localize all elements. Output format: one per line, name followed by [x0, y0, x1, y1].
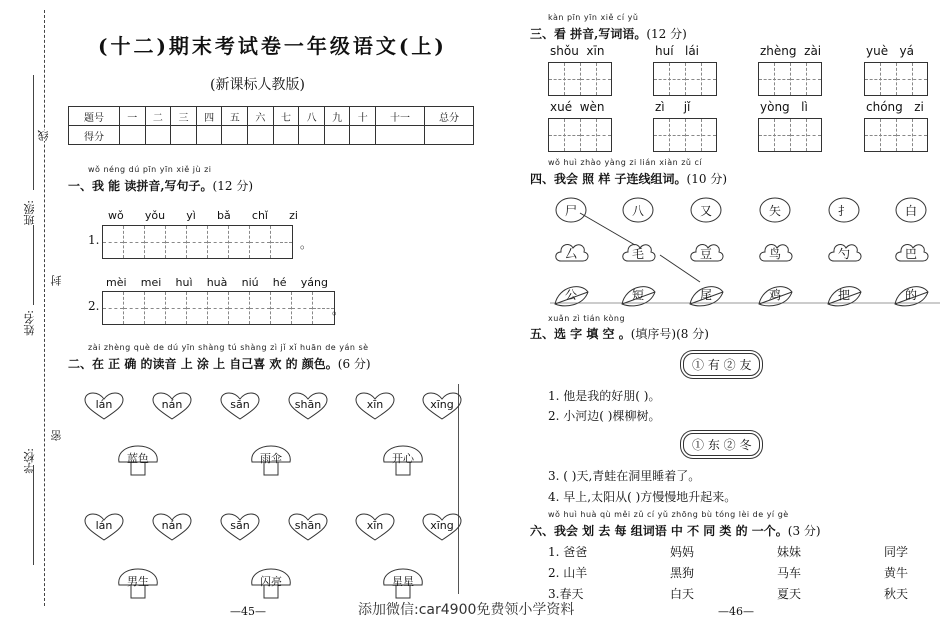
score-table [68, 106, 474, 145]
q2-pinyin: zài zhèng què de dú yīn shàng tú shàng zì jǐ xǐ huān de yán sè [88, 343, 369, 352]
score-row-label: 得分 [69, 126, 120, 145]
q3-title [530, 25, 687, 42]
pinyin-heart[interactable] [422, 392, 462, 420]
q3-title-text: 三、看 拼音,写词语。 [530, 27, 647, 41]
q1-points: (12 分) [212, 179, 253, 193]
pinyin-heart[interactable] [288, 392, 328, 420]
score-table-score-row [69, 126, 474, 145]
score-header-cell: 三 [171, 107, 197, 126]
name-blank-line [33, 225, 34, 305]
class-label: 班级: [23, 200, 36, 226]
q1-title [68, 177, 253, 194]
q4-char: 豆 [699, 247, 712, 261]
q4-char-cloud[interactable] [893, 239, 929, 267]
q1-l2-py: niú [241, 276, 259, 289]
q1-line1-end: 。 [300, 237, 313, 251]
score-header-cell: 题号 [69, 107, 120, 126]
q2-title-text: 二、在 正 确 的读音 上 涂 上 自己喜 欢 的 颜色。 [68, 357, 338, 371]
pinyin-heart[interactable] [220, 392, 260, 420]
q4-char: 八 [631, 204, 644, 218]
pinyin-heart[interactable] [152, 392, 192, 420]
score-header-cell: 总分 [425, 107, 474, 126]
q4-char: 的 [904, 288, 917, 302]
q4-char: 尾 [699, 288, 712, 302]
q4-char-cloud[interactable] [620, 239, 656, 267]
q3-pinyin-word: zhèng zài [760, 44, 822, 58]
q3-write-box[interactable] [864, 118, 928, 152]
q4-char-leaf[interactable] [757, 280, 793, 308]
q1-line1-num: 1. [88, 233, 100, 247]
q5-sentence-2: 2. 小河边( )棵柳树。 [548, 409, 661, 423]
q4-char: 又 [699, 204, 712, 218]
q4-char: 白 [904, 204, 917, 218]
pinyin-heart[interactable] [288, 513, 328, 541]
word-mushroom [380, 567, 426, 601]
q4-char: 公 [564, 288, 577, 302]
q4-title [530, 170, 727, 187]
q1-pinyin: wǒ néng dú pīn yīn xiě jù zi [88, 165, 212, 174]
word-mushroom [115, 444, 161, 478]
q6-word[interactable]: 2. 山羊 [548, 566, 588, 580]
q4-char-leaf[interactable] [893, 280, 929, 308]
name-label: 姓名: [23, 310, 36, 336]
q4-char-leaf[interactable] [688, 280, 724, 308]
q6-word[interactable]: 马车 [777, 566, 802, 580]
mushroom-word: 男生 [127, 575, 149, 588]
q4-char: 鸟 [768, 247, 781, 261]
q4-char-cloud[interactable] [553, 239, 589, 267]
q3-pinyin-word: yuè yá [866, 44, 914, 58]
q6-title-text: 六、我会 划 去 每 组词语 中 不 同 类 的 一个。 [530, 524, 788, 538]
q1-l1-py: chǐ [251, 209, 268, 222]
q4-char-cloud[interactable] [826, 239, 862, 267]
left-page-number: —45— [230, 605, 266, 618]
pinyin-heart[interactable] [84, 513, 124, 541]
q4-char-leaf[interactable] [620, 280, 656, 308]
heart-pinyin: shān [294, 398, 322, 411]
score-header-cell: 九 [324, 107, 350, 126]
score-header-cell: 七 [273, 107, 299, 126]
q4-char-circle[interactable] [757, 196, 793, 224]
q1-l1-py: yì [186, 209, 196, 222]
heart-pinyin: sān [230, 519, 250, 532]
q5-pinyin: xuǎn zì tián kòng [548, 314, 626, 323]
score-cell[interactable] [248, 126, 274, 145]
score-header-cell: 二 [145, 107, 171, 126]
q3-pinyin-word: yòng lì [760, 100, 808, 114]
word-mushroom [248, 444, 294, 478]
q4-char: 鸡 [768, 288, 781, 302]
q4-char-cloud[interactable] [757, 239, 793, 267]
q1-l2-py: yáng [300, 276, 328, 289]
q4-char: 尸 [564, 204, 577, 218]
score-header-cell: 四 [196, 107, 222, 126]
q6-word[interactable]: 3.春天 [548, 587, 584, 601]
q3-write-box[interactable] [758, 62, 822, 96]
q1-line2-end: 。 [332, 303, 345, 317]
q4-char: 勺 [837, 247, 850, 261]
right-page-number: —46— [718, 605, 754, 618]
page-title: (十二)期末考试卷一年级语文(上) [98, 34, 447, 58]
q6-word[interactable]: 黄牛 [884, 566, 909, 580]
q3-points: (12 分) [646, 27, 687, 41]
q4-char: 巴 [904, 247, 917, 261]
mark-feng: 封 [50, 275, 63, 286]
q1-line1-pinyin [108, 209, 298, 222]
q2-title [68, 355, 371, 372]
q3-pinyin-word: shǒu xīn [550, 44, 605, 58]
score-cell[interactable] [376, 126, 425, 145]
q1-l2-py: huà [206, 276, 228, 289]
pinyin-heart[interactable] [355, 513, 395, 541]
heart-pinyin: xīn [366, 519, 384, 532]
q1-line2-num: 2. [88, 299, 100, 313]
heart-pinyin: xīng [430, 519, 454, 532]
score-cell[interactable] [425, 126, 474, 145]
q4-pinyin: wǒ huì zhào yàng zi lián xiàn zǔ cí [548, 158, 703, 167]
q4-title-text: 四、我会 照 样 子连线组词。 [530, 172, 687, 186]
mushroom-word: 闪亮 [260, 575, 282, 588]
q5-options-2: ① 东 ② 冬 [683, 433, 760, 456]
q3-pinyin-word: zì jǐ [655, 100, 691, 114]
q1-l2-py: hé [272, 276, 287, 289]
score-cell[interactable] [145, 126, 171, 145]
q4-char: 厶 [564, 247, 577, 261]
q4-example-lines [540, 190, 940, 310]
q6-word[interactable]: 妈妈 [670, 545, 695, 559]
q4-char: 把 [837, 288, 850, 302]
q5-sentence-4: 4. 早上,太阳从( )方慢慢地升起来。 [548, 490, 737, 504]
mushroom-word: 蓝色 [127, 452, 149, 465]
pinyin-heart[interactable] [422, 513, 462, 541]
mushroom-word: 雨伞 [260, 452, 282, 465]
heart-pinyin: shān [294, 519, 322, 532]
score-header-cell: 八 [299, 107, 325, 126]
score-cell[interactable] [171, 126, 197, 145]
q3-write-box[interactable] [864, 62, 928, 96]
q4-char-circle[interactable] [553, 196, 589, 224]
score-cell[interactable] [350, 126, 376, 145]
q1-line2-pinyin [106, 276, 328, 289]
q3-write-box[interactable] [548, 118, 612, 152]
q6-word[interactable]: 1. 爸爸 [548, 545, 588, 559]
q6-word[interactable]: 白天 [670, 587, 695, 601]
watermark-text: 添加微信:car4900免费领小学资料 [358, 602, 575, 618]
q1-title-text: 一、我 能 读拼音,写句子。 [68, 179, 213, 193]
score-cell[interactable] [273, 126, 299, 145]
q6-word[interactable]: 黑狗 [670, 566, 695, 580]
q4-char-circle[interactable] [826, 196, 862, 224]
q1-l1-py: bǎ [217, 209, 231, 222]
q3-pinyin: kàn pīn yīn xiě cí yǔ [548, 13, 639, 22]
q1-l2-py: mèi [106, 276, 127, 289]
score-header-cell: 六 [248, 107, 274, 126]
q1-l2-py: mei [140, 276, 162, 289]
score-header-cell: 一 [120, 107, 146, 126]
q4-char-circle[interactable] [620, 196, 656, 224]
q1-line1-grid[interactable] [102, 225, 293, 259]
heart-pinyin: xīng [430, 398, 454, 411]
q6-word[interactable]: 秋天 [884, 587, 909, 601]
q4-char-leaf[interactable] [553, 280, 589, 308]
q4-char: 矢 [768, 204, 781, 218]
q1-line2-grid[interactable] [102, 291, 335, 325]
heart-pinyin: nán [161, 398, 183, 411]
q3-write-box[interactable] [758, 118, 822, 152]
mushroom-word: 开心 [392, 452, 414, 465]
q6-title [530, 522, 821, 539]
q4-char: 扌 [837, 204, 850, 218]
q4-char-cloud[interactable] [688, 239, 724, 267]
q3-pinyin-word: chóng zi [866, 100, 924, 114]
score-cell[interactable] [196, 126, 222, 145]
q1-l2-py: huì [175, 276, 193, 289]
score-header-cell: 十一 [376, 107, 425, 126]
q3-write-box[interactable] [653, 118, 717, 152]
binding-line [44, 10, 45, 606]
score-cell[interactable] [120, 126, 146, 145]
class-blank-line [33, 75, 34, 190]
q5-sentence-1: 1. 他是我的好朋( )。 [548, 389, 661, 403]
pinyin-heart[interactable] [220, 513, 260, 541]
score-cell[interactable] [299, 126, 325, 145]
heart-pinyin: nán [161, 519, 183, 532]
q5-title [530, 325, 709, 342]
pinyin-heart[interactable] [152, 513, 192, 541]
mark-mi: 密 [50, 430, 63, 441]
score-header-cell: 五 [222, 107, 248, 126]
q1-l1-py: zi [289, 209, 298, 222]
q4-points: (10 分) [686, 172, 727, 186]
q6-points: (3 分) [787, 524, 821, 538]
q3-write-box[interactable] [548, 62, 612, 96]
heart-pinyin: lán [95, 519, 113, 532]
q6-pinyin: wǒ huì huà qù měi zǔ cí yǔ zhōng bù tóng lèi de yí gè [548, 510, 789, 519]
q5-sentence-3: 3. ( )天,青蛙在洞里睡着了。 [548, 469, 701, 483]
word-mushroom [248, 567, 294, 601]
q6-word[interactable]: 同学 [884, 545, 909, 559]
score-table-header-row [69, 107, 474, 126]
q5-points: (填序号)(8 分) [630, 327, 709, 341]
score-header-cell: 十 [350, 107, 376, 126]
school-blank-line [33, 465, 34, 565]
q3-pinyin-word: xué wèn [550, 100, 605, 114]
q1-l1-py: yǒu [144, 209, 166, 222]
q5-options-1: ① 有 ② 友 [683, 353, 760, 376]
mark-xian: 线 [37, 130, 50, 141]
q2-points: (6 分) [337, 357, 371, 371]
q4-char: 短 [631, 288, 644, 302]
page-subtitle: (新课标人教版) [210, 77, 305, 93]
word-mushroom [380, 444, 426, 478]
score-cell[interactable] [222, 126, 248, 145]
q6-word[interactable]: 妹妹 [777, 545, 802, 559]
mushroom-word: 星星 [392, 575, 414, 588]
q3-write-box[interactable] [653, 62, 717, 96]
word-mushroom [115, 567, 161, 601]
q4-char-circle[interactable] [688, 196, 724, 224]
q6-word[interactable]: 夏天 [777, 587, 802, 601]
heart-pinyin: xīn [366, 398, 384, 411]
q5-title-text: 五、选 字 填 空 。 [530, 327, 631, 341]
q4-char: 毛 [631, 247, 644, 261]
pinyin-heart[interactable] [355, 392, 395, 420]
heart-pinyin: sān [230, 398, 250, 411]
q4-char-leaf[interactable] [826, 280, 862, 308]
school-label: 学校: [23, 448, 36, 474]
score-cell[interactable] [324, 126, 350, 145]
q4-char-circle[interactable] [893, 196, 929, 224]
pinyin-heart[interactable] [84, 392, 124, 420]
heart-pinyin: lán [95, 398, 113, 411]
q1-l1-py: wǒ [108, 209, 124, 222]
q3-pinyin-word: huí lái [655, 44, 700, 58]
